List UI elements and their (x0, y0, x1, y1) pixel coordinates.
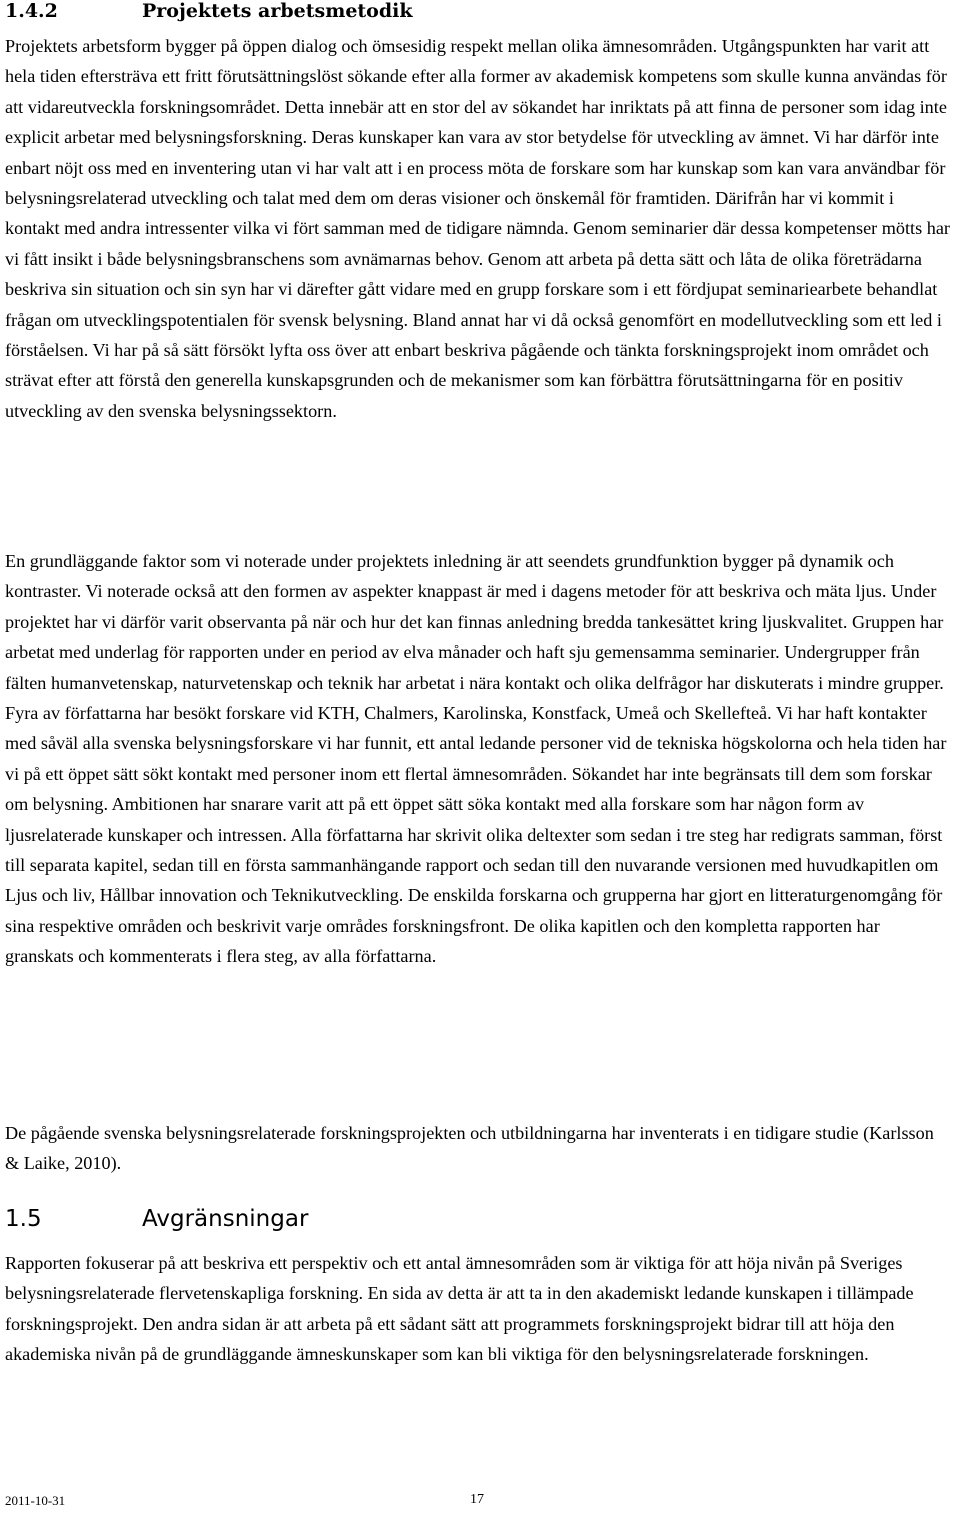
section-number: 1.4.2 (5, 0, 58, 22)
footer-date: 2011-10-31 (5, 1493, 66, 1508)
footer-page-number: 17 (470, 1492, 484, 1507)
paragraph-avgransningar: Rapporten fokuserar på att beskriva ett perspektiv och ett antal ämnesområden som är viktiga för att höja nivån på Sveriges belysningsrelaterade flervetenskapliga forskning. En sida av detta är att ta in den akademiskt ledande kunskapen i tillämpade forskningsprojekt. Den andra sidan är att arbeta på ett sådant sätt att programmets forskningsprojekt bidrar till att höja den akademiska nivån på de grundläggande ämneskunskaper som kan bli viktiga för den belysningsrelaterade forskningen. (5, 1253, 914, 1365)
section-title: Avgränsningar (142, 1206, 309, 1232)
section-title: Projektets arbetsmetodik (142, 0, 413, 22)
section-heading-1-5 (5, 1201, 308, 1237)
section-heading-1-4-2 (5, 0, 413, 25)
paragraph-grundlaggande-faktor: En grundläggande faktor som vi noterade under projektets inledning är att seendets grundfunktion bygger på dynamik och kontraster. Vi noterade också att den formen av aspekter knappast är med i dagens metoder för att beskriva och mäta ljus. Under projektet har vi därför varit observanta på när och hur det kan finnas anledning bredda tankesättet kring ljuskvalitet. Gruppen har arbetat med underlag för rapporten under en period av elva månader och haft sju gemensamma seminarier. Undergrupper från fälten humanvetenskap, naturvetenskap och teknik har arbetat i nära kontakt och olika delfrågor har diskuterats i mindre grupper. Fyra av författarna har besökt forskare vid KTH, Chalmers, Karolinska, Konstfack, Umeå och Skellefteå. Vi har haft kontakter med såväl alla svenska belysningsforskare vi har funnit, ett antal ledande personer vid de tekniska högskolorna och hela tiden har vi på ett öppet sätt sökt kontakt med personer inom ett flertal ämnesområden. Sökandet har inte begränsats till dem som forskar om belysning. Ambitionen har snarare varit att på ett öppet sätt söka kontakt med alla forskare som har någon form av ljusrelaterade kunskaper och intressen. Alla författarna har skrivit olika deltexter som sedan i tre steg har redigrats samman, först till separata kapitel, sedan till en första sammanhängande rapport och sedan till den nuvarande versionen med huvudkapitlen om Ljus och liv, Hållbar innovation och Teknikutveckling. De enskilda forskarna och grupperna har gjort en litteraturgenomgång för sina respektive områden och beskrivit varje områdes forskningsfront. De olika kapitlen och den kompletta rapporten har granskats och kommenterats i flera steg, av alla författarna. (5, 551, 947, 967)
paragraph-pagaende-projekt: De pågående svenska belysningsrelaterade forskningsprojekten och utbildningarna har inventerats i en tidigare studie (Karlsson & Laike, 2010). (5, 1123, 934, 1174)
section-number: 1.5 (5, 1206, 42, 1232)
paragraph-arbetsform: Projektets arbetsform bygger på öppen dialog och ömsesidig respekt mellan olika ämnesområden. Utgångspunkten har varit att hela tiden eftersträva ett fritt förutsättningslöst sökande efter alla former av akademisk kompetens som skulle kunna användas för att vidareutveckla forskningsområdet. Detta innebär att en stor del av sökandet har inriktats på att finna de personer som idag inte explicit arbetar med belysningsforskning. Deras kunskaper kan vara av stor betydelse för utveckling av ämnet. Vi har därför inte enbart nöjt oss med en inventering utan vi har valt att i en process möta de forskare som har kunskap som kan vara användbar för belysningsrelaterad utveckling och talat med dem om deras visioner och önskemål för framtiden. Därifrån har vi kommit i kontakt med andra intressenter vilka vi fört samman med de tidigare nämnda. Genom seminarier där dessa kompetenser mötts har vi fått insikt i både belysningsbranschens som avnämarnas behov. Genom att arbeta på detta sätt och låta de olika företrädarna beskriva sin situation och sin syn har vi därefter gått vidare med en grupp forskare som i ett fördjupat seminariearbete behandlat frågan om utvecklingspotentialen för svensk belysning. Bland annat har vi då också genomfört en modellutveckling som ett led i förståelsen. Vi har på så sätt försökt lyfta oss över att enbart beskriva pågående och tänkta forskningsprojekt inom området och strävat efter att förstå den generella kunskapsgrunden och de mekanismer som kan förbättra förutsättningarna för en positiv utveckling av den svenska belysningssektorn. (5, 36, 950, 421)
